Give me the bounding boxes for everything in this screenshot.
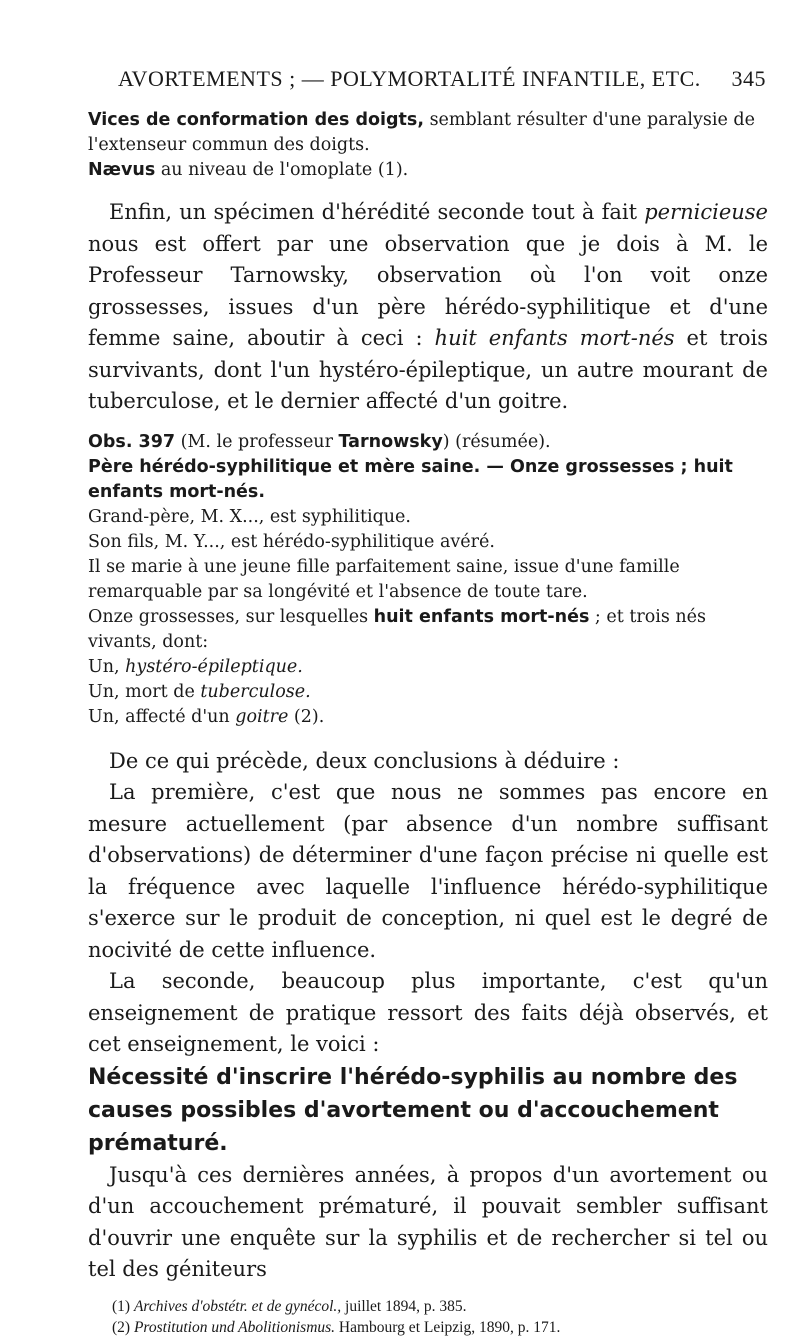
enfin-text-3: et trois survivants, dont l'un hystéro-épileptique, un autre mourant de tuberculose, et le dernier affecté d'un goitre. <box>88 326 768 413</box>
conclusion-intro: De ce qui précède, deux conclusions à déduire : <box>109 748 620 773</box>
obs-line-6b: tuberculose. <box>200 681 311 702</box>
intro-vices-text: semblant résulter d'une paralysie de l'extenseur commun des doigts. <box>88 110 755 155</box>
obs-label-end: ) (résumée). <box>442 431 551 452</box>
enfin-italic-1: pernicieuse <box>644 200 768 224</box>
obs-line-4a: Onze grossesses, sur lesquelles <box>88 606 374 627</box>
obs-line-4b: huit enfants mort-nés <box>373 606 590 627</box>
obs-line-5 <box>88 655 768 680</box>
obs-line-3: Il se marie à une jeune fille parfaitement saine, issue d'une famille remarquable par sa longévité et l'absence de toute tare. <box>88 556 680 602</box>
obs-line-6 <box>88 680 768 705</box>
conclusion-first: La première, c'est que nous ne sommes pas encore en mesure actuellement (par absence d'un nombre suffisant d'observations) de déterminer d'une façon précise ni quelle est la fréquence avec laquelle l'influence hérédo-syphilitique s'exerce sur le produit de conception, ni quel est le degré de nocivité de cette influence. <box>88 780 768 962</box>
footnote-2 <box>112 1317 768 1338</box>
obs-title <box>88 430 768 455</box>
obs-line-7c: (2). <box>288 706 325 727</box>
final-paragraph: Jusqu'à ces dernières années, à propos d'un avortement ou d'un accouchement prématuré, il pouvait sembler suffisant d'ouvrir une enquête sur la syphilis et de rechercher si tel ou tel des géniteurs <box>88 1162 768 1281</box>
running-header <box>118 66 766 92</box>
paragraph-enfin <box>88 197 768 418</box>
intro-naevus-text: au niveau de l'omoplate (1). <box>155 160 409 180</box>
obs-name: Tarnowsky <box>338 431 443 452</box>
obs-summary: Père hérédo-syphilitique et mère saine. — Onze grossesses ; huit enfants mort-nés. <box>88 456 733 502</box>
footnote-1-title: Archives d'obstétr. et de gynécol., <box>133 1297 342 1315</box>
obs-line-4c: ; et trois nés vivants, dont: <box>88 606 707 652</box>
page-number: 345 <box>731 66 766 91</box>
running-title: AVORTEMENTS ; — POLYMORTALITÉ INFANTILE, ETC. <box>118 66 701 91</box>
obs-line-5b: hystéro-épileptique. <box>125 656 303 677</box>
enfin-text-1: Enfin, un spécimen d'hérédité seconde tout à fait <box>109 200 645 224</box>
obs-line-7b: goitre <box>235 706 289 727</box>
section-heading: Nécessité d'inscrire l'hérédo-syphilis au nombre des causes possibles d'avortement ou d'accouchement prématuré. <box>88 1064 738 1156</box>
obs-line-7 <box>88 705 768 730</box>
obs-line-5a: Un, <box>88 656 126 677</box>
footnote-1 <box>112 1296 768 1317</box>
footnote-1-rest: juillet 1894, p. 385. <box>341 1297 467 1315</box>
enfin-text-2: nous est offert par une observation que je dois à M. le Professeur Tarnowsky, observation où l'on voit onze grossesses, issues d'un père hérédo-syphilitique et d'une femme saine, aboutir à ceci : <box>88 231 768 350</box>
obs-label: Obs. 397 <box>88 431 176 452</box>
obs-label-rest: (M. le professeur <box>175 431 339 452</box>
obs-line-7a: Un, affecté d'un <box>88 706 236 727</box>
obs-line-1: Grand-père, M. X..., est syphilitique. <box>88 506 411 527</box>
footnotes <box>88 1296 768 1338</box>
footnote-2-rest: Hambourg et Leipzig, 1890, p. 171. <box>335 1318 561 1336</box>
page-body <box>88 108 768 1338</box>
footnote-2-title: Prostitution und Abolitionismus. <box>133 1318 336 1336</box>
observation-block <box>88 430 768 730</box>
intro-naevus <box>88 158 768 183</box>
obs-line-6a: Un, mort de <box>88 681 201 702</box>
footnote-2-mark: (2) <box>112 1318 134 1336</box>
intro-vices <box>88 108 768 158</box>
footnote-1-mark: (1) <box>112 1297 134 1315</box>
obs-line-2: Son fils, M. Y..., est hérédo-syphilitique avéré. <box>88 531 495 552</box>
obs-line-4 <box>88 605 768 655</box>
intro-naevus-bold: Nævus <box>88 160 156 180</box>
intro-vices-bold: Vices de conformation des doigts, <box>88 110 424 130</box>
enfin-italic-2: huit enfants mort-nés <box>434 326 675 350</box>
conclusion-second: La seconde, beaucoup plus importante, c'est qu'un enseignement de pratique ressort des faits déjà observés, et cet enseignement, le voici : <box>88 969 768 1056</box>
